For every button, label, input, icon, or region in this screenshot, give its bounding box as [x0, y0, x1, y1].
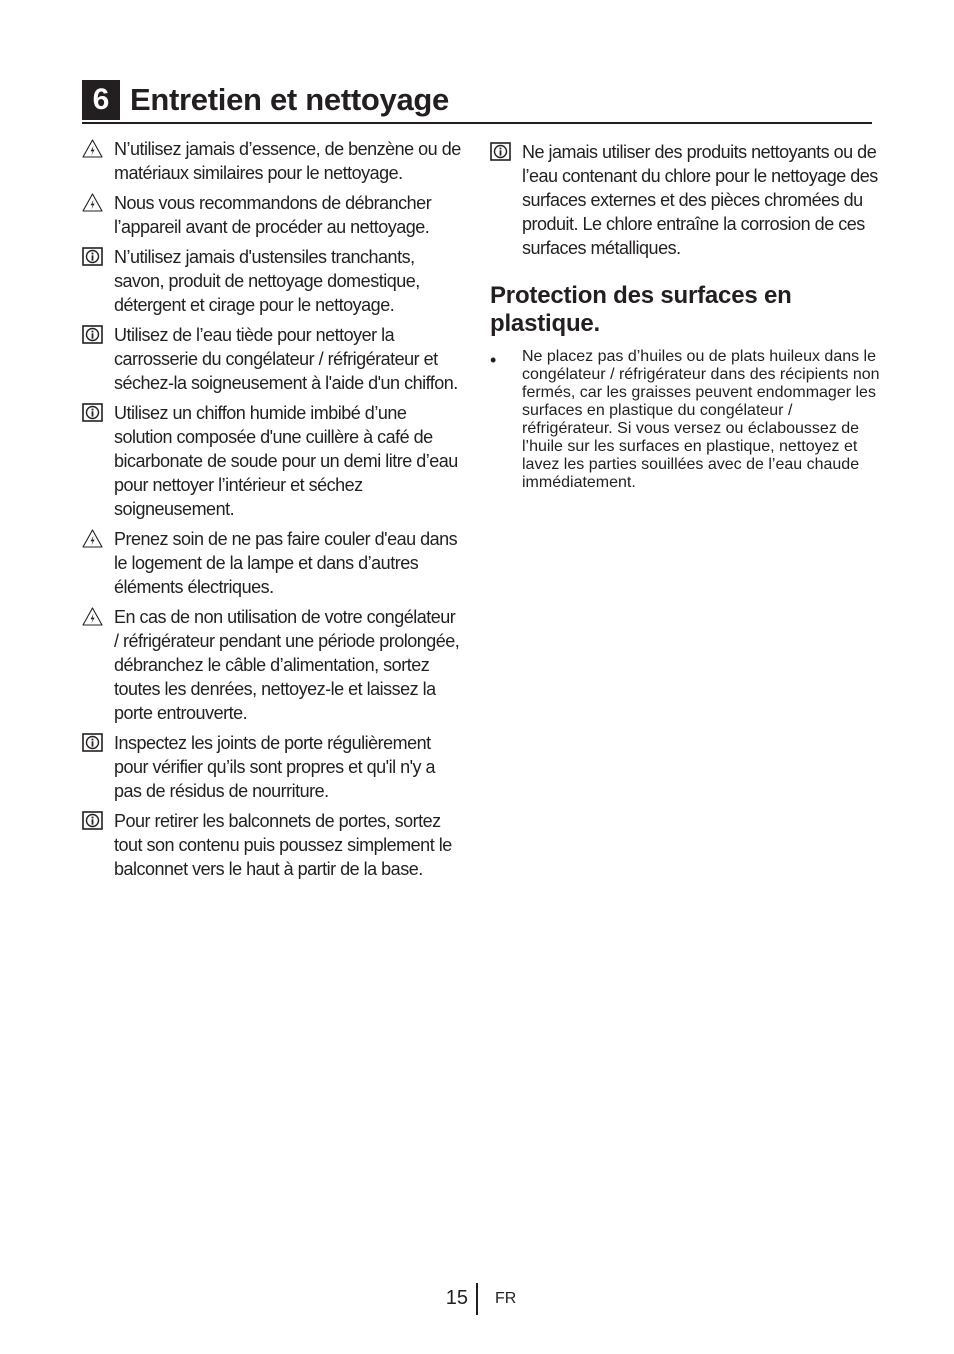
warning-icon	[82, 607, 103, 626]
list-item	[82, 731, 462, 803]
list-item	[82, 809, 462, 881]
info-icon	[490, 142, 511, 161]
chapter-number: 6	[82, 80, 120, 120]
bullet-symbol: •	[490, 350, 497, 370]
list-item	[490, 348, 880, 492]
item-text: Nous vous recommandons de débrancher l’appareil avant de procéder au nettoyage.	[114, 193, 432, 237]
language-code: FR	[495, 1290, 517, 1307]
right-column	[490, 140, 880, 492]
item-text: Prenez soin de ne pas faire couler d'eau dans le logement de la lampe et dans d’autres éléments électriques.	[114, 529, 458, 597]
list-item	[82, 191, 462, 239]
list-item	[82, 401, 462, 521]
section-title: Protection des surfaces en plastique.	[490, 282, 792, 337]
chapter-title: Entretien et nettoyage	[130, 82, 449, 117]
item-text: Pour retirer les balconnets de portes, sortez tout son contenu puis poussez simplement le balconnet vers le haut à partir de la base.	[114, 811, 452, 879]
item-text: Utilisez de l’eau tiède pour nettoyer la carrosserie du congélateur / réfrigérateur et séchez-la soigneusement à l'aide d'un chiffon.	[114, 325, 458, 393]
warning-icon	[82, 529, 103, 548]
warning-icon	[82, 139, 103, 158]
chapter-header	[82, 80, 872, 124]
item-text: N’utilisez jamais d’essence, de benzène ou de matériaux similaires pour le nettoyage.	[114, 139, 461, 183]
note-text: Ne jamais utiliser des produits nettoyants ou de l’eau contenant du chlore pour le nettoyage des surfaces externes et des pièces chromées du produit. Le chlore entraîne la corrosion de ces surfaces métalliques.	[522, 142, 878, 258]
list-item	[82, 137, 462, 185]
item-text: En cas de non utilisation de votre congélateur / réfrigérateur pendant une période prolongée, débranchez le câble d’alimentation, sortez toutes les denrées, nettoyez-le et laissez la porte entrouverte.	[114, 607, 460, 723]
list-item	[82, 527, 462, 599]
bullet-text: Ne placez pas d’huiles ou de plats huileux dans le congélateur / réfrigérateur dans des récipients non fermés, car les graisses peuvent endommager les surfaces en plastique du congélateur / réfrigérateur. Si vous versez ou éclaboussez de l’huile sur les surfaces en plastique, nettoyez et lavez les parties souillées avec de l’eau chaude immédiatement.	[522, 348, 880, 491]
page-number: 15	[445, 1287, 468, 1309]
item-text: Inspectez les joints de porte régulièrement pour vérifier qu’ils sont propres et qu'il n'y a pas de résidus de nourriture.	[114, 733, 436, 801]
info-icon	[82, 733, 103, 752]
list-item	[82, 323, 462, 395]
item-text: N’utilisez jamais d'ustensiles tranchants, savon, produit de nettoyage domestique, détergent et cirage pour le nettoyage.	[114, 247, 420, 315]
info-icon	[82, 403, 103, 422]
warning-icon	[82, 193, 103, 212]
info-icon	[82, 811, 103, 830]
item-text: Utilisez un chiffon humide imbibé d’une solution composée d'une cuillère à café de bicarbonate de soude pour un demi litre d’eau pour nettoyer l’intérieur et séchez soigneusement.	[114, 403, 458, 519]
note-item	[490, 140, 880, 260]
list-item	[82, 245, 462, 317]
footer-divider	[476, 1283, 478, 1315]
info-icon	[82, 325, 103, 344]
list-item	[82, 605, 462, 725]
left-column	[82, 137, 462, 887]
info-icon	[82, 247, 103, 266]
